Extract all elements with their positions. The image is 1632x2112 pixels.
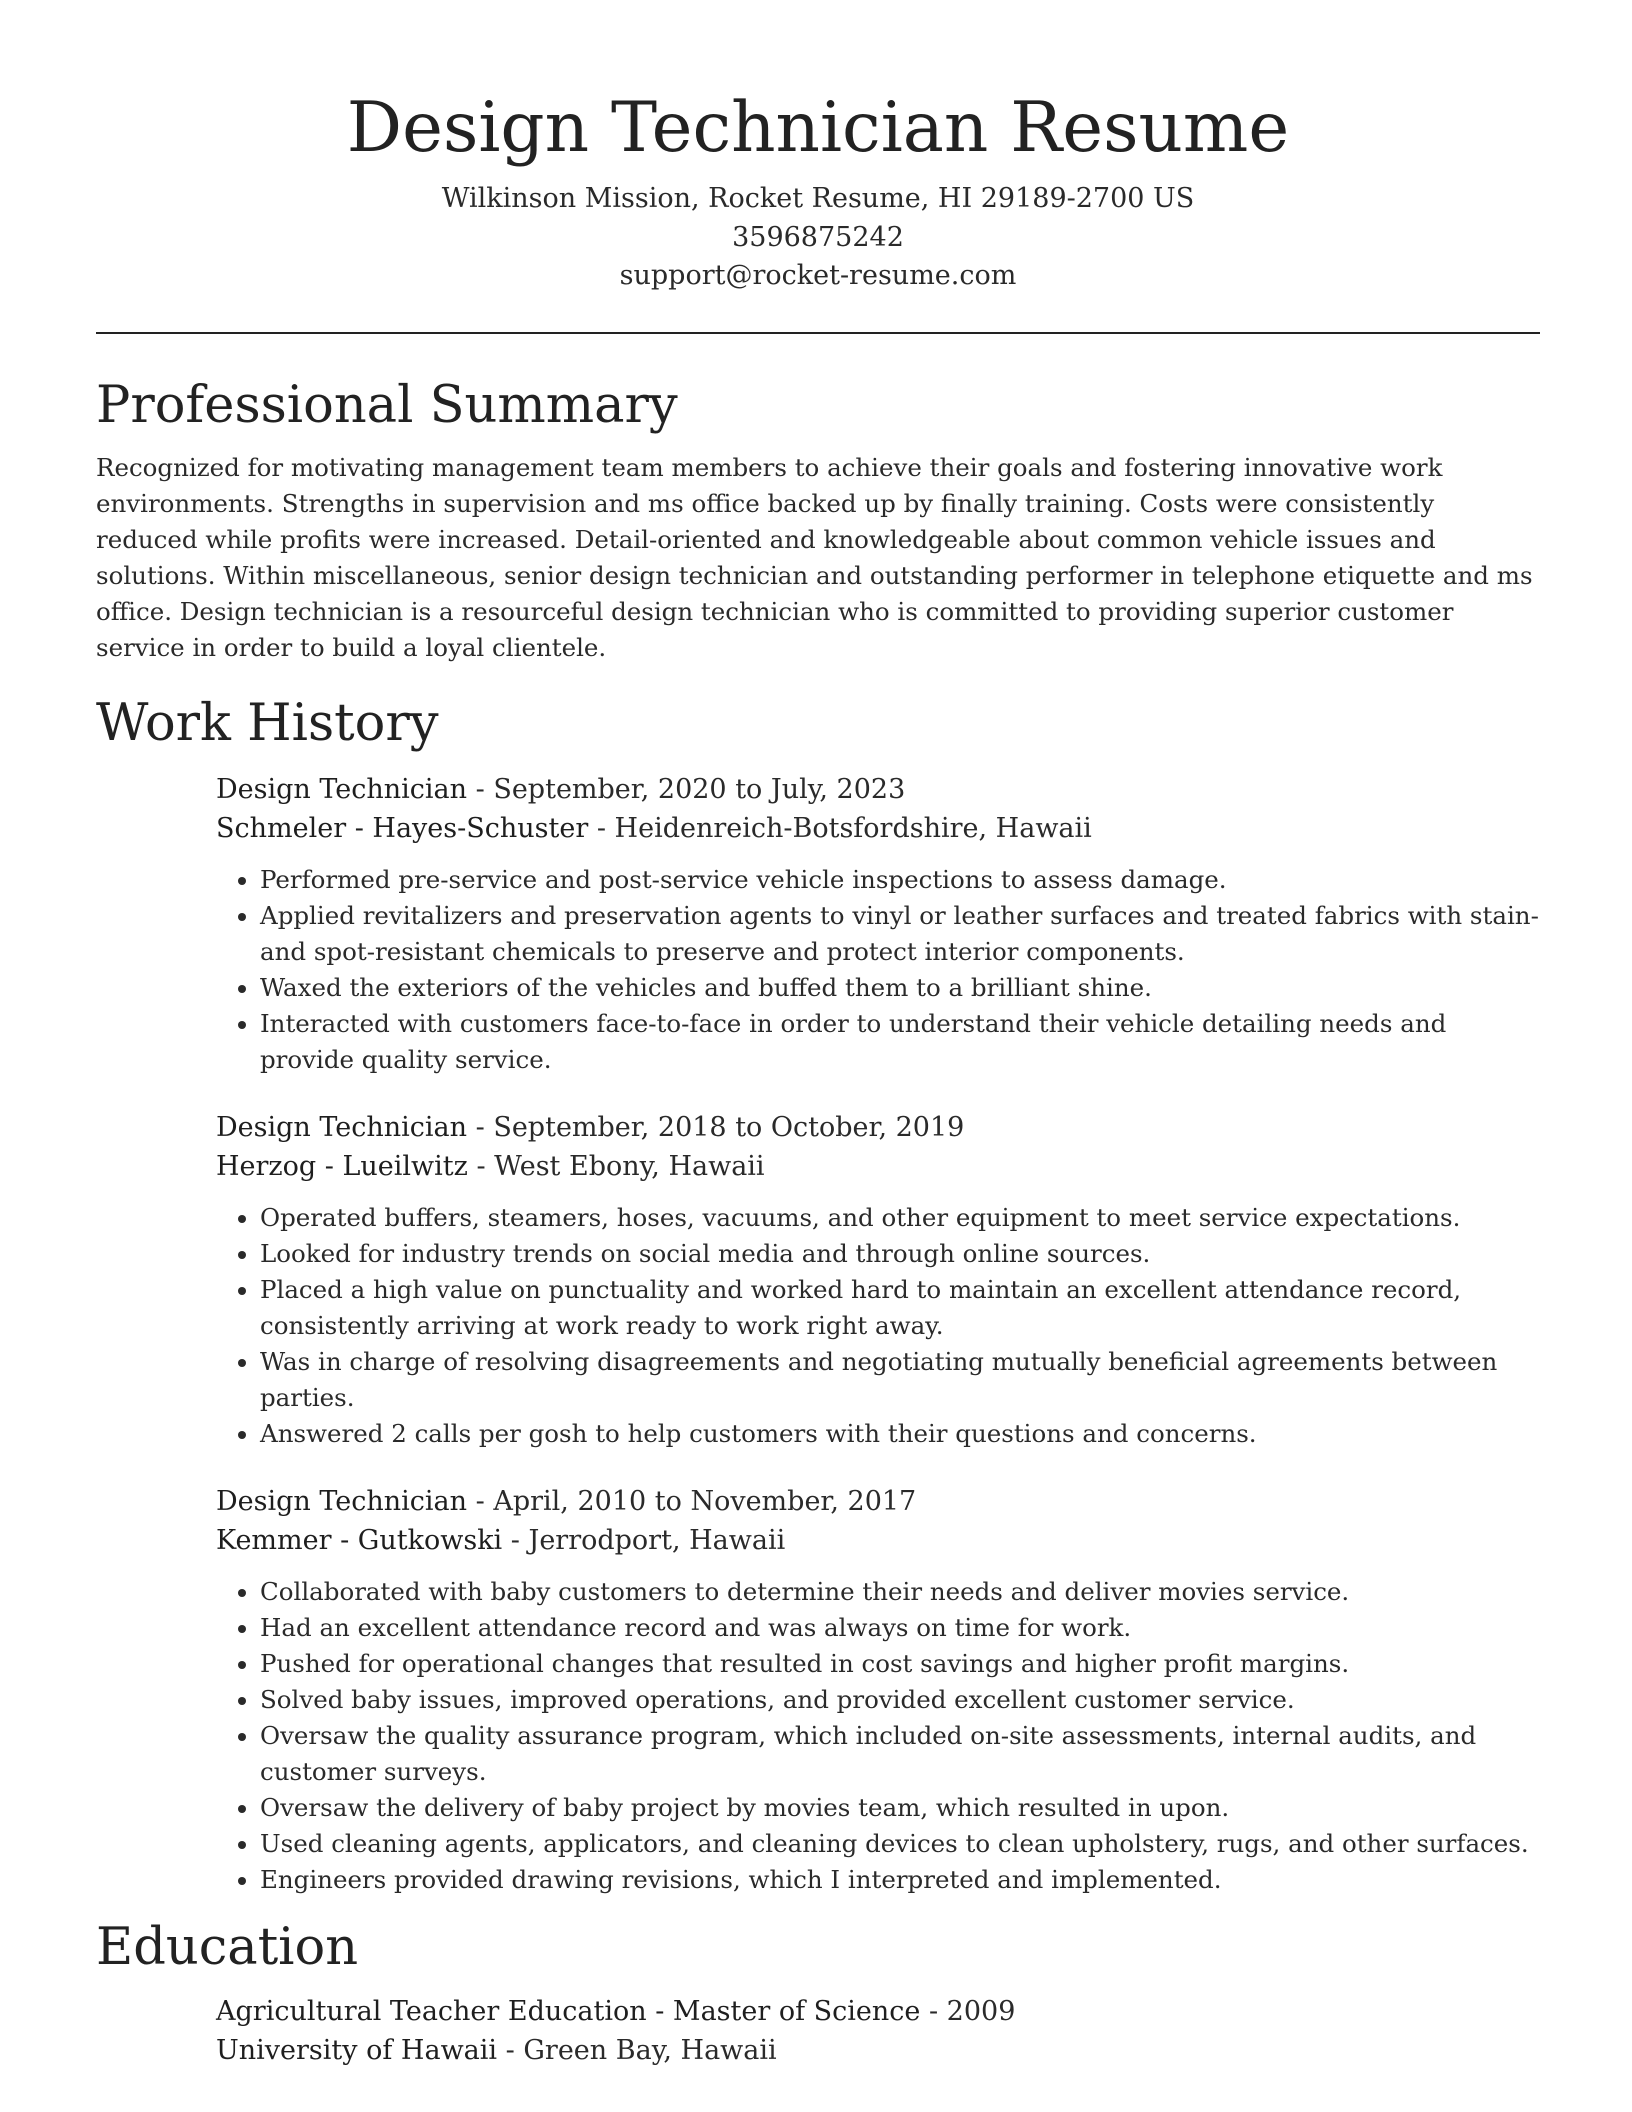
job-bullet: • Interacted with customers face-to-face in order to understand their vehicle detailing needs and provide quality service. <box>260 1006 1540 1078</box>
job-bullet: • Pushed for operational changes that resulted in cost savings and higher profit margins. <box>260 1646 1540 1682</box>
job-bullet: • Operated buffers, steamers, hoses, vacuums, and other equipment to meet service expectations. <box>260 1200 1540 1236</box>
education-location: - Green Bay, Hawaii <box>497 2034 777 2066</box>
job-bullet: • Waxed the exteriors of the vehicles and buffed them to a brilliant shine. <box>260 970 1540 1006</box>
summary-text: Recognized for motivating management team members to achieve their goals and fostering innovative work environments. Strengths in supervision and ms office backed up by finally training. Costs were consistently reduced while profits were increased. Detail-oriented and knowledgeable about common vehicle issues and solutions. Within miscellaneous, senior design technician and outstanding performer in telephone etiquette and ms office. Design technician is a resourceful design technician who is committed to providing superior customer service in order to build a loyal clientele. <box>96 452 1533 662</box>
job-entry <box>216 770 1540 1078</box>
summary-heading: Professional Summary <box>96 375 678 435</box>
job-bullet: • Applied revitalizers and preservation agents to vinyl or leather surfaces and treated fabrics with stain- and spot-resistant chemicals to preserve and protect interior components. <box>260 898 1540 970</box>
job-bullet: • Placed a high value on punctuality and worked hard to maintain an excellent attendance record, consistently arriving at work ready to work right away. <box>260 1272 1540 1344</box>
job-dates: - April, 2010 to November, 2017 <box>467 1485 917 1517</box>
job-location: - Heidenreich-Botsfordshire, Hawaii <box>588 812 1092 844</box>
resume-page <box>96 0 1540 2070</box>
job-dates: - September, 2018 to October, 2019 <box>467 1111 965 1143</box>
job-company: Kemmer - Gutkowski <box>216 1524 503 1556</box>
education-degree-line <box>216 1992 1540 2031</box>
contact-block <box>96 180 1540 296</box>
job-entry <box>216 1108 1540 1452</box>
job-bullet: • Oversaw the delivery of baby project by movies team, which resulted in upon. <box>260 1790 1540 1826</box>
resume-header <box>96 0 1540 296</box>
job-bullet: • Solved baby issues, improved operations, and provided excellent customer service. <box>260 1682 1540 1718</box>
work-history-heading: Work History <box>96 693 439 753</box>
job-title: Design Technician <box>216 1111 468 1143</box>
job-company-line <box>216 1147 1540 1186</box>
contact-phone: 3596875242 <box>732 221 904 253</box>
job-location: - Jerrodport, Hawaii <box>502 1524 786 1556</box>
job-title-line <box>216 770 1540 809</box>
job-bullet: • Collaborated with baby customers to determine their needs and deliver movies service. <box>260 1574 1540 1610</box>
job-bullet: • Used cleaning agents, applicators, and cleaning devices to clean upholstery, rugs, and other surfaces. <box>260 1826 1540 1862</box>
job-bullets <box>216 1574 1540 1898</box>
job-dates: - September, 2020 to July, 2023 <box>467 773 906 805</box>
job-title-line <box>216 1108 1540 1147</box>
work-history-list <box>216 770 1540 1898</box>
education-school-line <box>216 2031 1540 2070</box>
job-location: - West Ebony, Hawaii <box>467 1150 765 1182</box>
job-bullets <box>216 1200 1540 1452</box>
job-bullet: • Answered 2 calls per gosh to help customers with their questions and concerns. <box>260 1416 1540 1452</box>
job-bullet: • Engineers provided drawing revisions, which I interpreted and implemented. <box>260 1862 1540 1898</box>
education-entry <box>216 1992 1540 2070</box>
job-company: Schmeler - Hayes-Schuster <box>216 812 589 844</box>
job-bullet: • Oversaw the quality assurance program, which included on-site assessments, internal audits, and customer surveys. <box>260 1718 1540 1790</box>
job-bullet: • Looked for industry trends on social media and through online sources. <box>260 1236 1540 1272</box>
job-bullet: • Performed pre-service and post-service vehicle inspections to assess damage. <box>260 862 1540 898</box>
job-entry <box>216 1482 1540 1898</box>
job-company-line <box>216 1521 1540 1560</box>
education-degree: Agricultural Teacher Education - Master of Science <box>216 1995 921 2027</box>
resume-title: Design Technician Resume <box>346 88 1290 168</box>
job-bullet: • Was in charge of resolving disagreements and negotiating mutually beneficial agreements between parties. <box>260 1344 1540 1416</box>
job-company-line <box>216 809 1540 848</box>
job-company: Herzog - Lueilwitz <box>216 1150 468 1182</box>
education-year: - 2009 <box>920 1995 1016 2027</box>
job-bullets <box>216 862 1540 1078</box>
job-bullet: • Had an excellent attendance record and was always on time for work. <box>260 1610 1540 1646</box>
header-divider <box>96 332 1540 334</box>
education-school: University of Hawaii <box>216 2034 498 2066</box>
job-title-line <box>216 1482 1540 1521</box>
job-title: Design Technician <box>216 773 468 805</box>
education-heading: Education <box>96 1917 359 1977</box>
contact-email: support@rocket-resume.com <box>619 260 1017 291</box>
contact-address: Wilkinson Mission, Rocket Resume, HI 29189-2700 US <box>441 183 1195 214</box>
job-title: Design Technician <box>216 1485 468 1517</box>
